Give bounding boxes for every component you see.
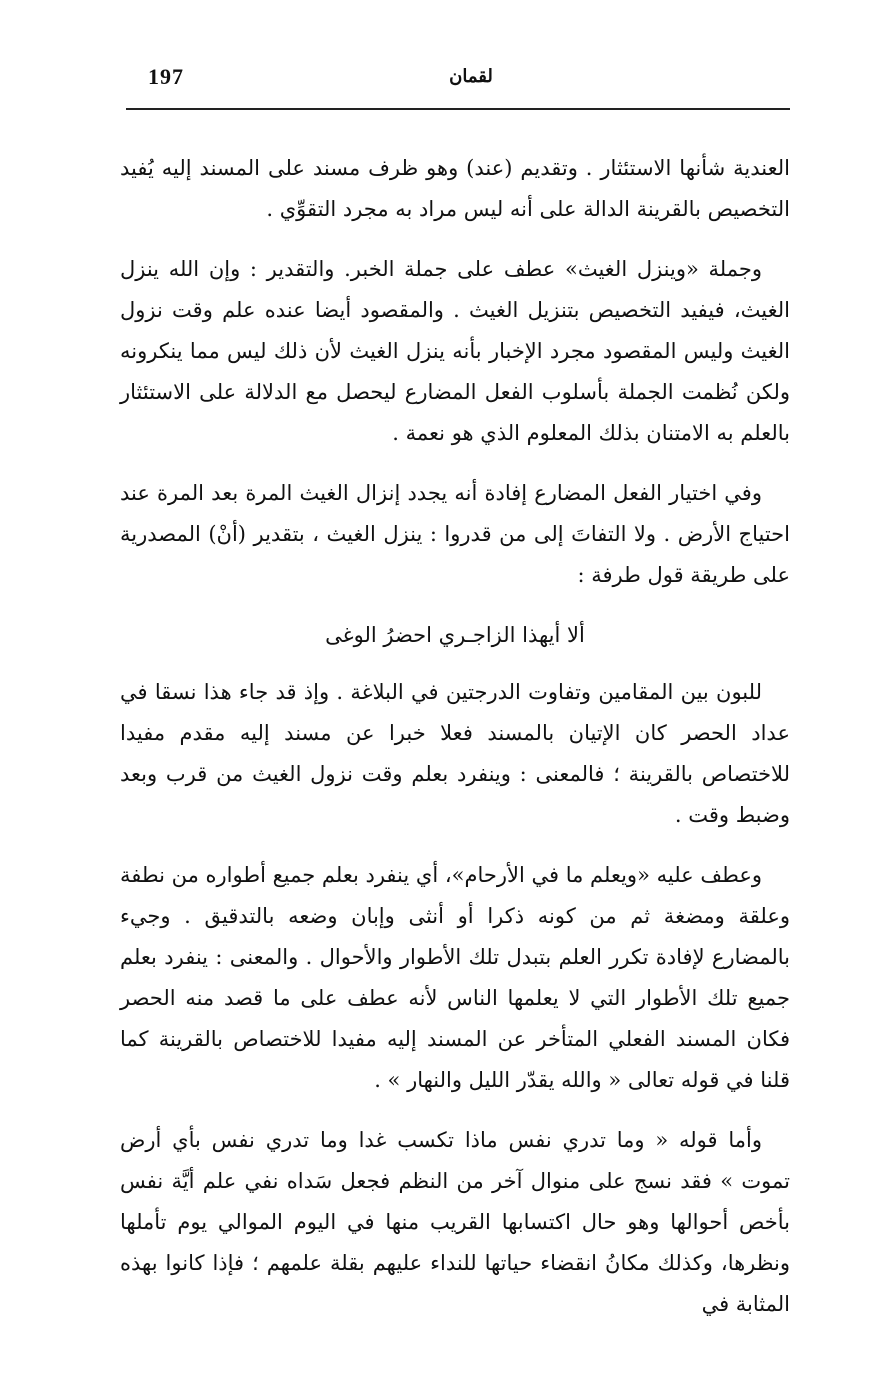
paragraph: وعطف عليه «ويعلم ما في الأرحام»، أي ينفرد بعلم جميع أطواره من نطفة وعلقة ومضغة ثم من كونه ذكرا أو أنثى وإبان وضعه بالتدقيق . وجيء بالمضارع لإفادة تكرر العلم بتبدل تلك الأطوار والأحوال . والمعنى : ينفرد بعلم جميع تلك الأطوار التي لا يعلمها الناس لأنه عطف على ما قصد منه الحصر فكان المسند الفعلي المتأخر عن المسند إليه مفيدا للاختصاص بالقرينة كما قلنا في قوله تعالى « والله يقدّر الليل والنهار » . <box>120 863 790 1092</box>
body-text <box>120 148 790 1344</box>
running-title: لقمان <box>449 66 493 87</box>
paragraph: العندية شأنها الاستئثار . وتقديم (عند) وهو ظرف مسند على المسند إليه يُفيد التخصيص بالقرينة الدالة على أنه ليس مراد به مجرد التقوِّي . <box>120 156 790 221</box>
page-number: 197 <box>148 64 184 89</box>
paragraph: وفي اختيار الفعل المضارع إفادة أنه يجدد إنزال الغيث المرة بعد المرة عند احتياج الأرض . ولا التفاتَ إلى من قدروا : ينزل الغيث ، بتقدير (أنْ) المصدرية على طريقة قول طرفة : <box>120 481 790 587</box>
paragraph: وجملة «وينزل الغيث» عطف على جملة الخبر. والتقدير : وإن الله ينزل الغيث، فيفيد التخصيص بتنزيل الغيث . والمقصود أيضا عنده علم وقت نزول الغيث وليس المقصود مجرد الإخبار بأنه ينزل الغيث لأن ذلك ليس مما ينكرونه ولكن نُظمت الجملة بأسلوب الفعل المضارع ليحصل مع الدلالة على الاستئثار بالعلم به الامتنان بذلك المعلوم الذي هو نعمة . <box>120 257 790 445</box>
page-header <box>126 58 790 98</box>
paragraph: وأما قوله « وما تدري نفس ماذا تكسب غدا وما تدري نفس بأي أرض تموت » فقد نسج على منوال آخر من النظم فجعل سَداه نفي علم أيَّة نفس بأخص أحوالها وهو حال اكتسابها القريب منها في اليوم الموالي يوم تأملها ونظرها، وكذلك مكانُ انقضاء حياتها للنداء عليهم بقلة علمهم ؛ فإذا كانوا بهذه المثابة في <box>120 1128 790 1316</box>
header-rule <box>126 108 790 110</box>
poetry-verse: ألا أيهذا الزاجـري احضرُ الوغى <box>325 623 585 647</box>
paragraph: للبون بين المقامين وتفاوت الدرجتين في البلاغة . وإذ قد جاء هذا نسقا في عداد الحصر كان الإتيان بالمسند فعلا خبرا عن مسند إليه مقدم مفيدا للاختصاص بالقرينة ؛ فالمعنى : وينفرد بعلم وقت نزول الغيث من قرب وبعد وضبط وقت . <box>120 680 790 827</box>
